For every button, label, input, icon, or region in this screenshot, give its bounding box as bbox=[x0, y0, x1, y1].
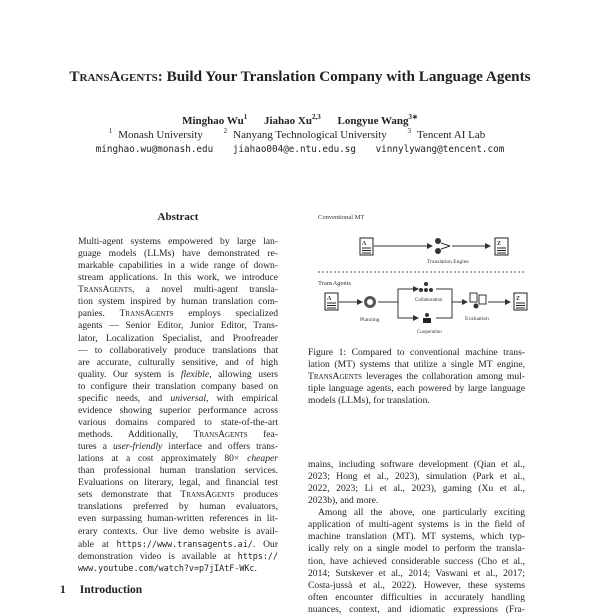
text-segment: user-friendly bbox=[113, 441, 163, 453]
text-line bbox=[78, 320, 278, 332]
text-segment: — to collaboratively produce translations that bbox=[78, 344, 278, 356]
text-line bbox=[308, 568, 525, 580]
affiliation bbox=[407, 129, 491, 141]
text-segment: Costa-jussà et al., 2022). However, these systems bbox=[308, 579, 525, 591]
text-segment: tiple language agents, each powered by large language bbox=[308, 383, 525, 395]
email[interactable]: vinnylywang@tencent.com bbox=[375, 144, 505, 155]
title-text: : Build Your Translation Company with Language Agents bbox=[157, 68, 531, 85]
text-line bbox=[78, 272, 278, 284]
text-segment: Among all the above, one particularly exciting bbox=[318, 507, 525, 519]
text-segment: . bbox=[254, 562, 257, 574]
text-line bbox=[308, 604, 525, 616]
affiliations bbox=[0, 129, 600, 141]
text-line bbox=[308, 556, 525, 568]
text-segment: various domains compared to state-of-the-art bbox=[78, 416, 278, 428]
text-segment: , allowing users bbox=[209, 368, 278, 380]
text-segment: erary contexts. Our live demo website is avail- bbox=[78, 525, 278, 537]
text-line bbox=[78, 405, 278, 417]
author-name: Longyue Wang bbox=[337, 115, 409, 127]
text-segment: TransAgents bbox=[193, 429, 248, 440]
text-line bbox=[78, 296, 278, 308]
text-line bbox=[78, 550, 278, 562]
text-segment: . Our bbox=[252, 538, 279, 550]
affiliation-sup: 1 bbox=[108, 127, 113, 135]
author-name: Minghao Wu bbox=[182, 115, 244, 127]
text-line bbox=[78, 248, 278, 260]
translation-engine-icon bbox=[435, 238, 450, 254]
affiliation-name: Nanyang Technological University bbox=[233, 129, 387, 141]
author-list bbox=[0, 115, 600, 127]
text-segment: , with empirical bbox=[206, 392, 278, 404]
text-segment: produces bbox=[234, 489, 279, 501]
figure-1 bbox=[310, 205, 535, 345]
author-name: Jiahao Xu bbox=[264, 115, 312, 127]
text-segment: nuances, context, and idiomatic expressions (Fra- bbox=[308, 603, 525, 615]
email[interactable]: minghao.wu@monash.edu bbox=[95, 144, 214, 155]
system-name: TransAgents bbox=[69, 68, 158, 85]
text-segment: to configure their translation company based on bbox=[78, 380, 278, 392]
text-segment: mains, including software development (Qian et al., bbox=[308, 459, 525, 470]
text-line bbox=[78, 489, 278, 501]
text-segment: tion system inspired by human translation com- bbox=[78, 296, 278, 308]
text-segment: able at bbox=[78, 538, 117, 550]
text-segment: evidence showing superior performance across bbox=[78, 404, 278, 416]
text-line bbox=[78, 393, 278, 405]
text-segment: methods. Additionally, bbox=[78, 429, 194, 440]
text-segment: translations preferred by human evaluators, bbox=[78, 501, 278, 513]
author-sup: 1 bbox=[243, 113, 248, 121]
text-line bbox=[78, 441, 278, 453]
text-segment: Multi-agent systems empowered by large lan- bbox=[78, 236, 278, 247]
text-segment: application of multi-agent systems is in the field of bbox=[308, 519, 525, 531]
text-line bbox=[78, 538, 278, 550]
link[interactable]: www.youtube.com/watch?v=p7jIAtF-WKc bbox=[78, 562, 255, 573]
text-line bbox=[308, 383, 525, 395]
abstract-body bbox=[78, 236, 278, 574]
collaboration-label: Collaboration bbox=[415, 298, 443, 303]
text-segment: , a novel multi-agent transla- bbox=[132, 284, 278, 296]
text-line bbox=[78, 345, 278, 357]
text-line bbox=[78, 465, 278, 477]
author-sup: 3∗ bbox=[408, 113, 418, 121]
text-line bbox=[308, 459, 525, 471]
translation-engine-label: Translation Engine bbox=[427, 259, 469, 265]
section-number: 1 bbox=[60, 584, 66, 596]
text-segment: 2022, 2023; Li et al., 2023), gaming (Xu et al., bbox=[308, 483, 525, 495]
author bbox=[338, 115, 418, 127]
conventional-mt-label: Conventional MT bbox=[318, 214, 365, 221]
text-segment: often encounter difficulties in accurately handling bbox=[308, 591, 525, 603]
svg-text:Z: Z bbox=[516, 296, 521, 302]
text-segment: flexible bbox=[180, 368, 210, 380]
text-segment: lations at a cost approximately 80× bbox=[78, 453, 248, 465]
abstract-heading: Abstract bbox=[157, 211, 199, 223]
text-segment: machine translation (MT). MT systems, which typ- bbox=[308, 531, 525, 543]
target-document-icon bbox=[514, 293, 527, 310]
text-segment: Figure 1: Compared to conventional machine trans- bbox=[308, 347, 525, 358]
text-line bbox=[308, 371, 525, 383]
affiliation-sup: 3 bbox=[407, 127, 411, 135]
text-line bbox=[78, 369, 278, 381]
body-text bbox=[308, 459, 525, 616]
text-line bbox=[308, 471, 525, 483]
text-line bbox=[78, 429, 278, 441]
text-segment: leverages the collaboration among mul- bbox=[362, 371, 525, 383]
text-segment: agents — Senior Editor, Junior Editor, Trans- bbox=[78, 320, 278, 332]
email[interactable]: jiahao004@e.ntu.edu.sg bbox=[232, 144, 356, 155]
text-line bbox=[308, 507, 525, 519]
text-line bbox=[308, 483, 525, 495]
author bbox=[264, 115, 321, 127]
text-segment: employs specialized bbox=[173, 308, 279, 320]
text-segment: markable capabilities in a wide range of down- bbox=[78, 260, 278, 272]
text-line bbox=[78, 236, 278, 248]
affiliation-sup: 2 bbox=[223, 127, 228, 135]
text-line bbox=[308, 347, 525, 359]
text-line bbox=[308, 519, 525, 531]
cooperation-agents-icon bbox=[423, 313, 431, 323]
svg-text:A: A bbox=[327, 296, 332, 302]
text-line bbox=[78, 477, 278, 489]
text-segment: 2023; Hong et al., 2023), simulation (Park et al., bbox=[308, 471, 525, 483]
text-line bbox=[78, 513, 278, 525]
text-line bbox=[78, 501, 278, 513]
text-segment: specific needs, and bbox=[78, 392, 171, 404]
transagents-label: TransAgents bbox=[318, 280, 351, 287]
text-segment: lator, Localization Specialist, and Proofreader bbox=[78, 332, 278, 344]
text-line bbox=[308, 543, 525, 555]
text-line bbox=[78, 357, 278, 369]
collaboration-agents-icon bbox=[419, 282, 433, 292]
text-segment: guage models (LLMs) have demonstrated re- bbox=[78, 248, 278, 260]
text-segment: TransAgents bbox=[180, 489, 235, 501]
affiliation bbox=[109, 129, 209, 141]
text-segment: quality. Our system is bbox=[78, 368, 181, 380]
text-segment: Evaluations on literary, legal, and financial test bbox=[78, 477, 278, 489]
text-line bbox=[78, 381, 278, 393]
text-segment: sets demonstrate that bbox=[78, 489, 181, 501]
text-segment: fea- bbox=[247, 429, 278, 440]
affiliation-name: Monash University bbox=[118, 129, 203, 141]
text-segment: TransAgents bbox=[78, 284, 133, 296]
emails bbox=[0, 144, 600, 155]
text-segment: interface and offers trans- bbox=[162, 441, 278, 453]
author bbox=[182, 115, 247, 127]
text-segment: universal bbox=[170, 392, 207, 404]
text-line bbox=[78, 308, 278, 320]
text-segment: models (LLMs), for translation. bbox=[308, 395, 430, 407]
text-segment: tures a bbox=[78, 441, 113, 453]
planning-agents-icon bbox=[364, 296, 376, 308]
text-line bbox=[78, 284, 278, 296]
link[interactable]: https://www.transagents.ai/ bbox=[116, 538, 253, 549]
text-segment: panies. bbox=[78, 308, 120, 320]
text-segment: are accurate, culturally sensitive, and of high bbox=[78, 356, 278, 368]
text-segment: than professional human translation services. bbox=[78, 465, 278, 477]
link[interactable]: https:// bbox=[237, 550, 278, 561]
text-segment: lation (MT) systems that utilize a single MT engine, bbox=[308, 359, 525, 371]
text-line bbox=[308, 495, 525, 507]
text-segment: TransAgents bbox=[308, 371, 363, 383]
text-segment: demonstration video is available at bbox=[78, 550, 238, 562]
paper-title bbox=[0, 68, 600, 86]
text-line bbox=[78, 417, 278, 429]
text-line bbox=[78, 260, 278, 272]
section-title: Introduction bbox=[79, 584, 143, 596]
text-segment: even surpassing human-written references in lit- bbox=[78, 513, 278, 525]
text-segment: cheaper bbox=[247, 453, 278, 465]
target-document-icon bbox=[495, 238, 508, 255]
text-line bbox=[308, 531, 525, 543]
cooperation-label: Cooperation bbox=[417, 330, 442, 335]
text-segment: tion, have achieved considerable success (Cho et al., bbox=[308, 555, 525, 567]
text-segment: stream applications. In this work, we introduce bbox=[78, 272, 278, 284]
evaluation-agents-icon bbox=[470, 293, 486, 309]
affiliation-name: Tencent AI Lab bbox=[416, 129, 486, 141]
text-segment: TransAgents bbox=[119, 308, 174, 320]
text-line bbox=[78, 453, 278, 465]
author-sup: 2,3 bbox=[312, 113, 321, 121]
planning-label: Planning bbox=[360, 317, 380, 323]
text-line bbox=[308, 359, 525, 371]
text-line bbox=[78, 333, 278, 345]
text-line bbox=[308, 580, 525, 592]
source-document-icon bbox=[325, 293, 338, 310]
text-line bbox=[78, 562, 278, 574]
evaluation-label: Evaluation bbox=[465, 316, 489, 322]
text-line bbox=[308, 592, 525, 604]
svg-text:Z: Z bbox=[497, 241, 502, 247]
figure-caption bbox=[308, 347, 525, 407]
svg-text:A: A bbox=[362, 241, 367, 247]
text-segment: 2014; Sutskever et al., 2014; Vaswani et al., 2017; bbox=[308, 567, 525, 579]
source-document-icon bbox=[360, 238, 373, 255]
affiliation bbox=[224, 129, 393, 141]
text-segment: 2023b), and more. bbox=[308, 495, 379, 507]
section-heading bbox=[60, 584, 142, 596]
text-line bbox=[78, 526, 278, 538]
text-segment: ically rely on a single model to perform the transla- bbox=[308, 543, 525, 555]
text-line bbox=[308, 395, 525, 407]
